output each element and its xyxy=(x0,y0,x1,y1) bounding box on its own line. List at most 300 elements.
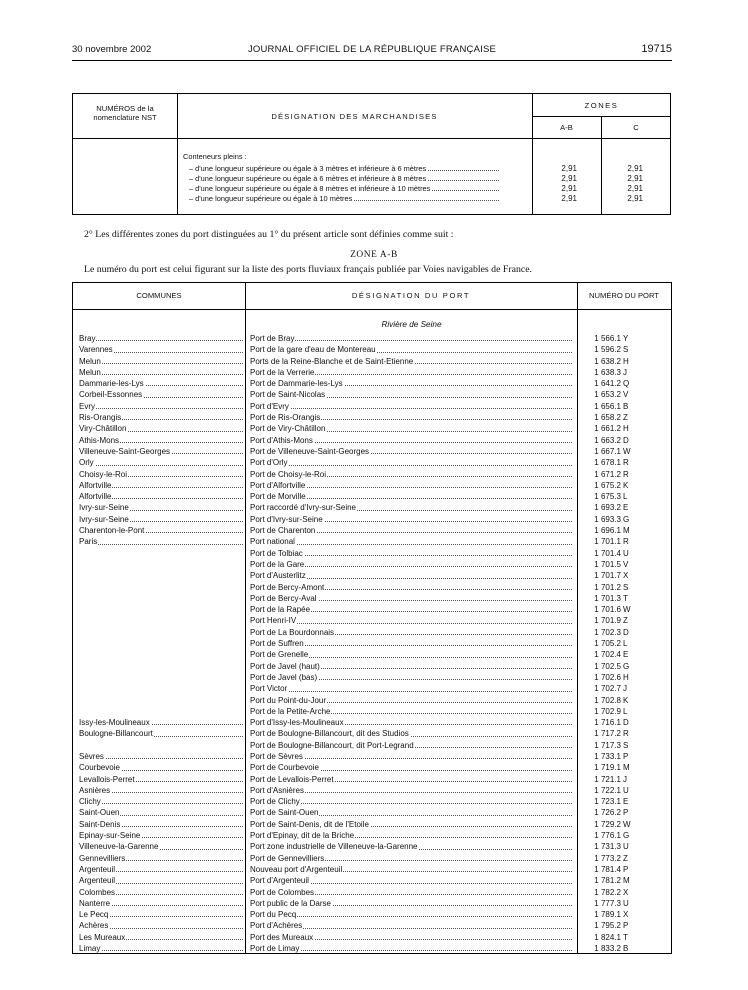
zone-ab-value: 2,91 xyxy=(561,184,577,193)
port-letter: D xyxy=(623,718,629,728)
port-cell: Port raccordé d'Ivry-sur-Seine xyxy=(250,502,572,513)
port-number-note: Le numéro du port est celui figurant sur la liste des ports fluviaux français publiée par Voies navigables de France. xyxy=(84,264,532,275)
goods-row-label: – d'une longueur supérieure ou égale à 8 mètres et inférieure à 10 mètres xyxy=(189,184,431,193)
port-number: 1 789.1 xyxy=(594,910,621,920)
port-number-cell xyxy=(569,785,633,796)
port-number: 1 721.1 xyxy=(594,774,621,784)
port-letter: G xyxy=(623,661,630,671)
table-row xyxy=(73,853,671,864)
port-letter: J xyxy=(623,367,627,377)
port-cell: Port d'Achères xyxy=(250,920,572,931)
port-number-cell xyxy=(569,502,633,513)
table-row xyxy=(73,412,671,423)
goods-row xyxy=(189,164,499,174)
port-cell: Port de Grenelle xyxy=(250,649,572,660)
goods-row-label: – d'une longueur supérieure ou égale à 3 mètres et inférieure à 6 mètres xyxy=(189,164,427,173)
table-row xyxy=(73,898,671,909)
port-number: 1 653.2 xyxy=(594,390,621,400)
table-row xyxy=(73,672,671,683)
commune-cell: Melun xyxy=(79,367,243,378)
table-rule xyxy=(73,138,670,139)
commune-cell: Achères xyxy=(79,920,243,931)
port-letter: T xyxy=(623,932,628,942)
port-letter: Z xyxy=(623,616,628,626)
table-rule xyxy=(73,309,671,310)
port-cell: Port de Choisy-le-Roi xyxy=(250,469,572,480)
port-number-cell xyxy=(569,469,633,480)
port-number: 1 777.3 xyxy=(594,898,621,908)
port-cell: Ports de la Reine-Blanche et de Saint-Etienne xyxy=(250,356,572,367)
port-letter: H xyxy=(623,424,629,434)
table-row xyxy=(73,943,671,954)
port-number: 1 729.2 xyxy=(594,819,621,829)
port-cell: Port de Tolbiac xyxy=(250,548,572,559)
port-cell: Port de Saint-Ouen xyxy=(250,807,572,818)
zone-c-value: 2,91 xyxy=(627,174,643,183)
port-number-cell xyxy=(569,920,633,931)
commune-cell: Villeneuve-Saint-Georges xyxy=(79,446,243,457)
commune-cell: Courbevoie xyxy=(79,762,243,773)
table-row xyxy=(73,469,671,480)
table-row xyxy=(73,356,671,367)
header-title: JOURNAL OFFICIEL DE LA RÉPUBLIQUE FRANÇAISE xyxy=(247,44,497,55)
port-number: 1 702.6 xyxy=(594,672,621,682)
port-number: 1 773.2 xyxy=(594,853,621,863)
table-row xyxy=(73,593,671,604)
zone-c-value: 2,91 xyxy=(627,194,643,203)
port-letter: S xyxy=(623,740,629,750)
port-cell: Port de Sèvres xyxy=(250,751,572,762)
port-cell: Port de Javel (haut) xyxy=(250,661,572,672)
table-row xyxy=(73,661,671,672)
port-cell: Port de la Gare xyxy=(250,559,572,570)
table-row xyxy=(73,378,671,389)
goods-row-label: – d'une longueur supérieure ou égale à 6 mètres et inférieure à 8 mètres xyxy=(189,174,427,183)
header-rule xyxy=(72,60,672,61)
port-letter: R xyxy=(623,537,629,547)
port-number-cell xyxy=(569,604,633,615)
port-number-cell xyxy=(569,774,633,785)
table-row xyxy=(73,502,671,513)
port-cell: Port de Javel (bas) xyxy=(250,672,572,683)
commune-cell: Dammarie-les-Lys xyxy=(79,378,243,389)
table-row xyxy=(73,582,671,593)
port-letter: U xyxy=(623,548,629,558)
col-header-zones: ZONES xyxy=(584,101,619,110)
commune-cell: Clichy xyxy=(79,796,243,807)
port-number: 1 696.1 xyxy=(594,526,621,536)
port-number-cell xyxy=(569,367,633,378)
table-row xyxy=(73,683,671,694)
port-cell: Port de la Verrerie xyxy=(250,367,572,378)
port-number-cell xyxy=(569,582,633,593)
port-letter: U xyxy=(623,785,629,795)
port-number: 1 701.9 xyxy=(594,616,621,626)
section-title: Rivière de Seine xyxy=(381,320,442,329)
port-number: 1 661.2 xyxy=(594,424,621,434)
port-cell: Port de la Petite-Arche xyxy=(250,706,572,717)
commune-cell: Argenteuil xyxy=(79,875,243,886)
commune-cell: Colombes xyxy=(79,887,243,898)
port-letter: B xyxy=(623,944,629,954)
commune-cell: Epinay-sur-Seine xyxy=(79,830,243,841)
ports-table xyxy=(72,282,672,954)
zone-c-value: 2,91 xyxy=(627,164,643,173)
port-number-cell xyxy=(569,762,633,773)
table-row xyxy=(73,785,671,796)
port-letter: E xyxy=(623,650,629,660)
port-number: 1 701.1 xyxy=(594,537,621,547)
commune-cell: Saint-Ouen xyxy=(79,807,243,818)
port-letter: M xyxy=(623,526,630,536)
port-number-cell xyxy=(569,932,633,943)
port-number: 1 717.2 xyxy=(594,729,621,739)
table-row xyxy=(73,446,671,457)
table-row xyxy=(73,615,671,626)
port-number-cell xyxy=(569,841,633,852)
port-letter: Y xyxy=(623,334,629,343)
port-number: 1 701.2 xyxy=(594,582,621,592)
port-letter: X xyxy=(623,887,629,897)
goods-row xyxy=(189,174,499,184)
table-row xyxy=(73,548,671,559)
port-letter: S xyxy=(623,582,629,592)
zone-c-value: 2,91 xyxy=(627,184,643,193)
zone-title: ZONE A-B xyxy=(350,250,398,260)
port-number: 1 726.2 xyxy=(594,808,621,818)
port-cell: Port de Bercy-Aval xyxy=(250,593,572,604)
port-number: 1 795.2 xyxy=(594,921,621,931)
port-number-cell xyxy=(569,570,633,581)
port-cell: Port zone industrielle de Villeneuve-la-Garenne xyxy=(250,841,572,852)
table-row xyxy=(73,401,671,412)
port-number: 1 638.3 xyxy=(594,367,621,377)
port-number-cell xyxy=(569,751,633,762)
commune-cell: Asnières xyxy=(79,785,243,796)
table-row xyxy=(73,627,671,638)
port-number: 1 717.3 xyxy=(594,740,621,750)
commune-cell: Levallois-Perret xyxy=(79,774,243,785)
port-number: 1 776.1 xyxy=(594,831,621,841)
port-letter: B xyxy=(623,401,629,411)
port-letter: P xyxy=(623,921,629,931)
port-number: 1 723.1 xyxy=(594,797,621,807)
port-cell: Port de La Bourdonnais xyxy=(250,627,572,638)
port-number: 1 702.4 xyxy=(594,650,621,660)
port-number: 1 663.2 xyxy=(594,435,621,445)
table-row xyxy=(73,762,671,773)
commune-cell: Argenteuil xyxy=(79,864,243,875)
tariff-table xyxy=(72,93,671,215)
port-number-cell xyxy=(569,615,633,626)
commune-cell: Boulogne-Billancourt xyxy=(79,728,243,739)
table-row xyxy=(73,875,671,886)
port-letter: R xyxy=(623,458,629,468)
table-row xyxy=(73,344,671,355)
port-number-cell xyxy=(569,875,633,886)
port-letter: J xyxy=(623,684,627,694)
port-number: 1 702.8 xyxy=(594,695,621,705)
port-cell: Port Henri-IV xyxy=(250,615,572,626)
table-row xyxy=(73,695,671,706)
port-number-cell xyxy=(569,909,633,920)
commune-cell: Choisy-le-Roi xyxy=(79,469,243,480)
port-number: 1 667.1 xyxy=(594,446,621,456)
port-number: 1 705.2 xyxy=(594,639,621,649)
port-cell: Port de Villeneuve-Saint-Georges xyxy=(250,446,572,457)
port-number: 1 702.7 xyxy=(594,684,621,694)
port-letter: K xyxy=(623,695,629,705)
port-number: 1 716.1 xyxy=(594,718,621,728)
port-cell: Port d'Asnières xyxy=(250,785,572,796)
port-number-cell xyxy=(569,864,633,875)
port-number: 1 596.2 xyxy=(594,345,621,355)
port-number-cell xyxy=(569,559,633,570)
port-letter: W xyxy=(623,446,631,456)
table-row xyxy=(73,570,671,581)
col-header-communes: COMMUNES xyxy=(136,291,182,300)
port-number-cell xyxy=(569,638,633,649)
port-letter: W xyxy=(623,605,631,615)
port-number: 1 671.2 xyxy=(594,469,621,479)
port-letter: J xyxy=(623,774,627,784)
port-letter: D xyxy=(623,627,629,637)
port-cell: Port d'Orly xyxy=(250,457,572,468)
port-number: 1 693.2 xyxy=(594,503,621,513)
port-cell: Port de Saint-Nicolas xyxy=(250,389,572,400)
col-header-port-designation: DÉSIGNATION DU PORT xyxy=(351,291,471,300)
table-row xyxy=(73,830,671,841)
port-letter: M xyxy=(623,876,630,886)
commune-cell: Alfortville xyxy=(79,480,243,491)
port-cell: Port de Gennevilliers xyxy=(250,853,572,864)
port-number-cell xyxy=(569,740,633,751)
col-header-zone-c: C xyxy=(633,123,639,132)
port-cell: Port de la Rapée xyxy=(250,604,572,615)
port-cell: Port de Levallois-Perret xyxy=(250,774,572,785)
commune-cell: Nanterre xyxy=(79,898,243,909)
port-letter: S xyxy=(623,345,629,355)
table-row xyxy=(73,796,671,807)
table-row xyxy=(73,706,671,717)
table-row xyxy=(73,333,671,344)
port-number-cell xyxy=(569,593,633,604)
port-number-cell xyxy=(569,796,633,807)
port-number-cell xyxy=(569,807,633,818)
port-letter: V xyxy=(623,559,629,569)
port-number: 1 701.4 xyxy=(594,548,621,558)
port-number-cell xyxy=(569,333,633,344)
port-number-cell xyxy=(569,887,633,898)
port-number: 1 782.2 xyxy=(594,887,621,897)
commune-cell: Sèvres xyxy=(79,751,243,762)
commune-cell: Corbeil-Essonnes xyxy=(79,389,243,400)
port-letter: G xyxy=(623,514,630,524)
goods-row xyxy=(189,184,499,194)
port-number-cell xyxy=(569,356,633,367)
port-number-cell xyxy=(569,717,633,728)
col-header-zone-ab: A-B xyxy=(560,123,573,132)
table-row xyxy=(73,514,671,525)
port-cell: Port des Mureaux xyxy=(250,932,572,943)
port-number: 1 675.2 xyxy=(594,480,621,490)
port-number-cell xyxy=(569,401,633,412)
commune-cell: Charenton-le-Pont xyxy=(79,525,243,536)
table-row xyxy=(73,819,671,830)
table-row xyxy=(73,604,671,615)
port-letter: P xyxy=(623,751,629,761)
port-number-cell xyxy=(569,853,633,864)
port-number-cell xyxy=(569,423,633,434)
port-cell: Port d'Evry xyxy=(250,401,572,412)
commune-cell: Alfortville xyxy=(79,491,243,502)
port-cell: Port de Charenton xyxy=(250,525,572,536)
page-number: 19715 xyxy=(641,43,672,55)
port-number: 1 638.2 xyxy=(594,356,621,366)
ports-rows xyxy=(73,333,671,954)
port-cell: Port de Bercy-Amont xyxy=(250,582,572,593)
port-number: 1 701.5 xyxy=(594,559,621,569)
table-rule xyxy=(532,116,670,117)
port-cell: Port de Boulogne-Billancourt, dit Port-Legrand xyxy=(250,740,572,751)
commune-cell: Bray xyxy=(79,333,243,344)
port-number-cell xyxy=(569,661,633,672)
port-letter: Z xyxy=(623,853,628,863)
table-divider xyxy=(532,94,533,214)
zone-ab-value: 2,91 xyxy=(561,194,577,203)
port-letter: P xyxy=(623,808,629,818)
port-cell: Port de Clichy xyxy=(250,796,572,807)
port-number: 1 731.3 xyxy=(594,842,621,852)
port-number-cell xyxy=(569,514,633,525)
port-number-cell xyxy=(569,457,633,468)
port-cell: Port d'Alfortville xyxy=(250,480,572,491)
table-row xyxy=(73,649,671,660)
port-number: 1 658.2 xyxy=(594,413,621,423)
table-row xyxy=(73,389,671,400)
port-number: 1 678.1 xyxy=(594,458,621,468)
port-letter: V xyxy=(623,390,629,400)
port-number-cell xyxy=(569,344,633,355)
port-letter: P xyxy=(623,864,629,874)
port-letter: L xyxy=(623,639,628,649)
commune-cell: Ivry-sur-Seine xyxy=(79,514,243,525)
port-number: 1 693.3 xyxy=(594,514,621,524)
zone-ab-value: 2,91 xyxy=(561,164,577,173)
port-number: 1 722.1 xyxy=(594,785,621,795)
table-row xyxy=(73,909,671,920)
port-number-cell xyxy=(569,536,633,547)
port-number-cell xyxy=(569,672,633,683)
commune-cell: Saint-Denis xyxy=(79,819,243,830)
port-letter: X xyxy=(623,910,629,920)
port-cell: Port de Ris-Orangis xyxy=(250,412,572,423)
table-row xyxy=(73,740,671,751)
table-row xyxy=(73,774,671,785)
commune-cell: Evry xyxy=(79,401,243,412)
port-letter: M xyxy=(623,763,630,773)
commune-cell: Gennevilliers xyxy=(79,853,243,864)
commune-cell: Issy-les-Moulineaux xyxy=(79,717,243,728)
port-cell: Port de Colombes xyxy=(250,887,572,898)
port-number-cell xyxy=(569,627,633,638)
port-cell: Port d'Issy-les-Moulineaux xyxy=(250,717,572,728)
port-number-cell xyxy=(569,480,633,491)
port-number: 1 719.1 xyxy=(594,763,621,773)
goods-row xyxy=(189,194,499,204)
port-letter: U xyxy=(623,842,629,852)
port-cell: Port du Point-du-Jour xyxy=(250,695,572,706)
port-letter: K xyxy=(623,480,629,490)
table-row xyxy=(73,887,671,898)
table-row xyxy=(73,841,671,852)
port-number-cell xyxy=(569,683,633,694)
port-cell: Port Victor xyxy=(250,683,572,694)
port-number-cell xyxy=(569,943,633,954)
port-number-cell xyxy=(569,898,633,909)
table-row xyxy=(73,728,671,739)
port-number-cell xyxy=(569,728,633,739)
page-header xyxy=(72,44,672,58)
port-cell: Port d'Austerlitz xyxy=(250,570,572,581)
port-number: 1 701.6 xyxy=(594,605,621,615)
table-row xyxy=(73,423,671,434)
port-letter: T xyxy=(623,593,628,603)
commune-cell: Melun xyxy=(79,356,243,367)
port-letter: L xyxy=(623,492,628,502)
port-letter: X xyxy=(623,571,629,581)
zone-ab-value: 2,91 xyxy=(561,174,577,183)
table-row xyxy=(73,751,671,762)
table-row xyxy=(73,920,671,931)
table-row xyxy=(73,717,671,728)
port-number-cell xyxy=(569,830,633,841)
port-number: 1 833.2 xyxy=(594,944,621,954)
goods-row-label: – d'une longueur supérieure ou égale à 10 mètres xyxy=(189,194,353,203)
port-letter: Z xyxy=(623,413,628,423)
port-number-cell xyxy=(569,649,633,660)
port-number: 1 702.5 xyxy=(594,661,621,671)
port-letter: L xyxy=(623,706,628,716)
port-number-cell xyxy=(569,378,633,389)
port-cell: Port de Bray xyxy=(250,333,572,344)
commune-cell: Paris xyxy=(79,536,243,547)
commune-cell: Orly xyxy=(79,457,243,468)
port-number: 1 702.9 xyxy=(594,706,621,716)
port-letter: D xyxy=(623,435,629,445)
port-number: 1 702.3 xyxy=(594,627,621,637)
port-letter: W xyxy=(623,819,631,829)
port-number-cell xyxy=(569,695,633,706)
table-row xyxy=(73,480,671,491)
port-number: 1 675.3 xyxy=(594,492,621,502)
col-header-nst: NUMÉROS de la nomenclature NST xyxy=(93,104,157,122)
table-row xyxy=(73,559,671,570)
port-number-cell xyxy=(569,525,633,536)
port-number-cell xyxy=(569,548,633,559)
commune-cell: Les Mureaux xyxy=(79,932,243,943)
port-cell: Port d'Argenteuil xyxy=(250,875,572,886)
port-cell: Port de Dammarie-les-Lys xyxy=(250,378,572,389)
port-number-cell xyxy=(569,706,633,717)
commune-cell: Viry-Châtillon xyxy=(79,423,243,434)
port-cell: Port de Limay xyxy=(250,943,572,954)
port-number-cell xyxy=(569,412,633,423)
port-letter: R xyxy=(623,729,629,739)
port-letter: Q xyxy=(623,379,630,389)
port-number: 1 781.4 xyxy=(594,864,621,874)
commune-cell: Limay xyxy=(79,943,243,954)
